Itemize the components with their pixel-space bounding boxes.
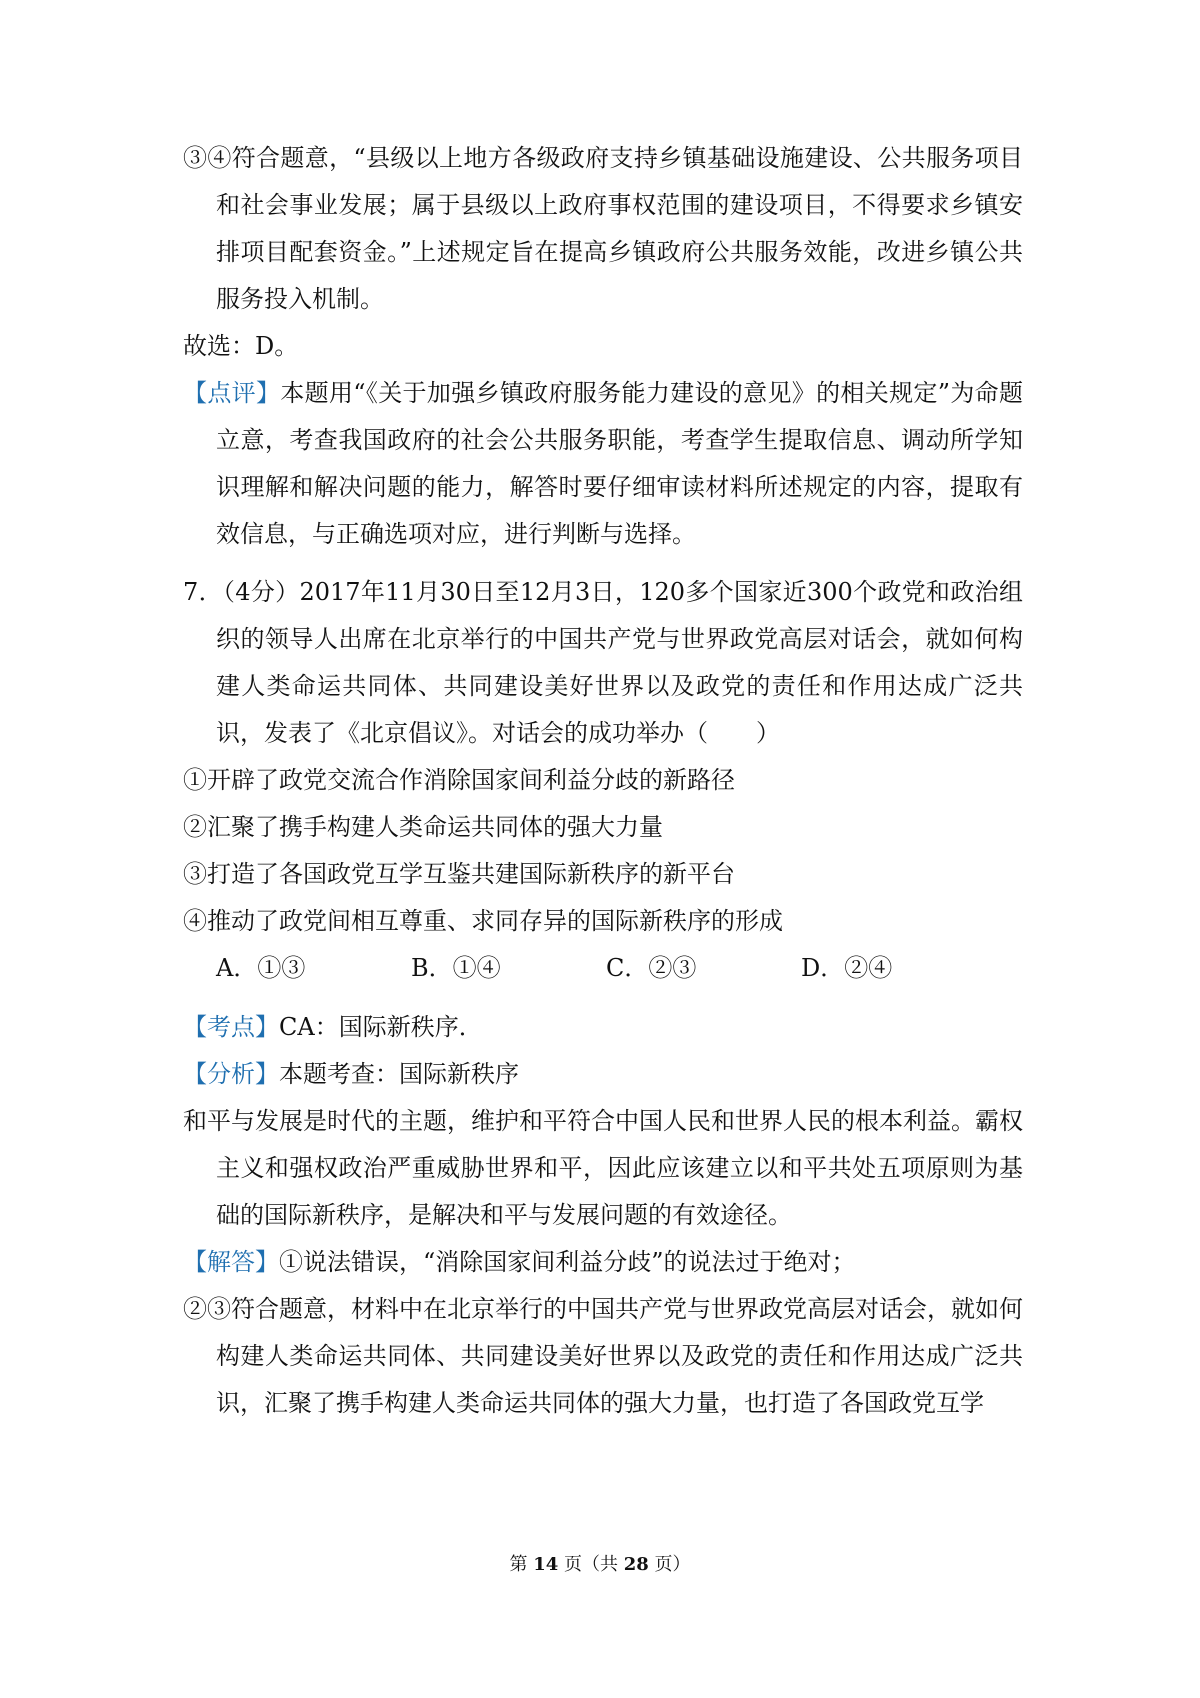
- fenxi-tag: 【分析】: [183, 1060, 279, 1088]
- kaodian-tag: 【考点】: [183, 1013, 279, 1041]
- statement-item: ③打造了各国政党互学互鉴共建国际新秩序的新平台: [183, 860, 735, 888]
- comment-tag: 【点评】: [183, 379, 281, 407]
- kaodian-text: CA：国际新秩序．: [279, 1013, 483, 1041]
- fenxi-paragraph: 和平与发展是时代的主题，维护和平符合中国人民和世界人民的根本利益。霸权主义和强权政治严重威胁世界和平，因此应该建立以和平共处五项原则为基础的国际新秩序，是解决和平与发展问题的有效途径。: [183, 1107, 1023, 1229]
- question-7: [183, 569, 1023, 992]
- option-c: C．②③: [606, 954, 697, 982]
- option-a: A．①③: [216, 954, 306, 982]
- section-previous-answer: [183, 135, 1023, 558]
- statement-item: ④推动了政党间相互尊重、求同存异的国际新秩序的形成: [183, 907, 783, 935]
- comment-paragraph: [183, 370, 1023, 558]
- option-b: B．①④: [411, 954, 501, 982]
- jieda-line: [183, 1239, 1023, 1286]
- footer-suffix: 页）: [654, 1554, 691, 1575]
- fenxi-line: [183, 1051, 1023, 1098]
- option-d: D．②④: [801, 954, 893, 982]
- jieda-tag: 【解答】: [183, 1248, 279, 1276]
- jieda-text: ①说法错误，“消除国家间利益分歧”的说法过于绝对；: [279, 1248, 856, 1276]
- statement-item: ②汇聚了携手构建人类命运共同体的强大力量: [183, 813, 663, 841]
- footer-mid: 页（共: [564, 1554, 618, 1575]
- answer-line: 故选：D。: [183, 332, 299, 360]
- paragraph-reasoning: ③④符合题意，“县级以上地方各级政府支持乡镇基础设施建设、公共服务项目和社会事业发展；属于县级以上政府事权范围的建设项目，不得要求乡镇安排项目配套资金。”上述规定旨在提高乡镇政府公共服务效能，改进乡镇公共服务投入机制。: [183, 144, 1023, 313]
- answer-options: [183, 945, 1023, 992]
- footer-total-pages: 28: [623, 1554, 649, 1575]
- kaodian-line: [183, 1004, 1023, 1051]
- comment-text: 本题用“《关于加强乡镇政府服务能力建设的意见》的相关规定”为命题立意，考查我国政府的社会公共服务职能，考查学生提取信息、调动所学知识理解和解决问题的能力，解答时要仔细审读材料所述规定的内容，提取有效信息，与正确选项对应，进行判断与选择。: [216, 379, 1023, 548]
- analysis-section: [183, 1004, 1023, 1427]
- page-footer: [0, 1550, 1200, 1576]
- footer-page-number: 14: [533, 1554, 559, 1575]
- statement-item: ①开辟了政党交流合作消除国家间利益分歧的新路径: [183, 766, 735, 794]
- fenxi-text: 本题考查：国际新秩序: [279, 1060, 519, 1088]
- question-stem: 7．（4分）2017年11月30日至12月3日，120多个国家近300个政党和政治组织的领导人出席在北京举行的中国共产党与世界政党高层对话会，就如何构建人类命运共同体、共同建设美好世界以及政党的责任和作用达成广泛共识，发表了《北京倡议》。对话会的成功举办（ ）: [183, 578, 1023, 747]
- footer-prefix: 第: [509, 1554, 528, 1575]
- jieda-paragraph: ②③符合题意，材料中在北京举行的中国共产党与世界政党高层对话会，就如何构建人类命运共同体、共同建设美好世界以及政党的责任和作用达成广泛共识，汇聚了携手构建人类命运共同体的强大力量，也打造了各国政党互学: [183, 1295, 1023, 1417]
